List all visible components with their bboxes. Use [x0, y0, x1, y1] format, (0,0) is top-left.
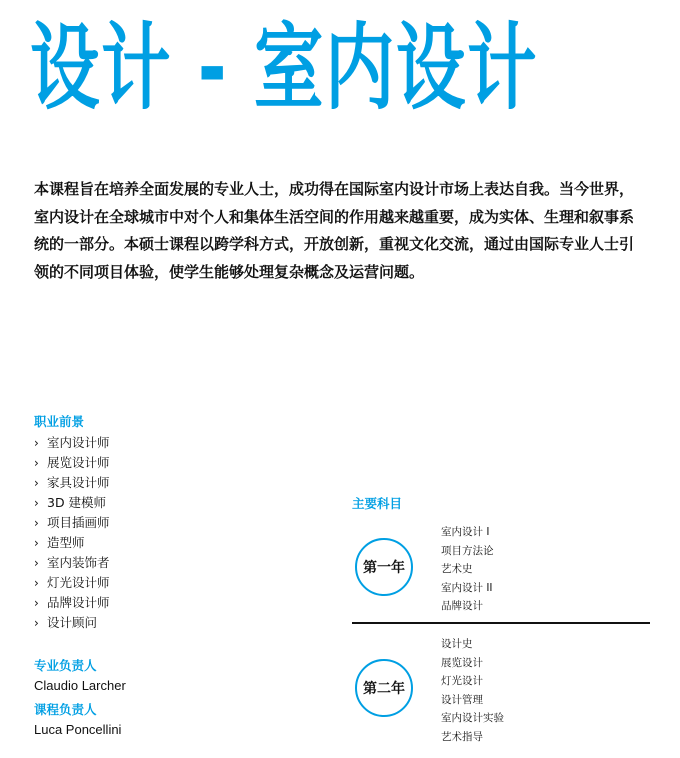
chevron-right-icon: ›	[34, 436, 39, 450]
list-item: › 设计顾问	[34, 613, 110, 633]
list-item: 展览设计	[441, 656, 483, 669]
program-staff	[34, 656, 126, 744]
chevron-right-icon: ›	[34, 536, 39, 550]
list-item: 灯光设计	[441, 675, 483, 687]
intro-paragraph: 本课程旨在培养全面发展的专业人士，成功得在国际室内设计市场上表达自我。当今世界，室内设计在全球城市中对个人和集体生活空间的作用越来越重要，成为实体、生理和叙事系统的一部分。本硕士课程以跨学科方式，开放创新，重视文化交流，通过由国际专业人士引领的不同项目体验，使学生能够处理复杂概念及运营问题。	[34, 180, 635, 281]
page-title: 设计 - 室内设计	[30, 14, 538, 123]
list-item: 艺术史	[441, 563, 473, 575]
coordinator-heading: 课程负责人	[34, 702, 97, 717]
list-item: 设计管理	[441, 693, 483, 706]
list-item: › 造型师	[34, 533, 110, 553]
coordinator-name: Luca Poncellini	[34, 722, 122, 737]
career-list	[34, 433, 110, 633]
list-item: › 3D 建模师	[34, 493, 110, 513]
list-item: 艺术指导	[441, 730, 483, 743]
main-subjects-heading: 主要科目	[352, 496, 403, 511]
chevron-right-icon: ›	[34, 456, 39, 470]
list-item: › 品牌设计师	[34, 593, 110, 613]
list-item: 设计史	[441, 638, 473, 650]
list-item: 室内设计实验	[441, 712, 504, 724]
chevron-right-icon: ›	[34, 556, 39, 570]
year-two-badge: 第二年	[355, 659, 413, 717]
list-item: 项目方法论	[441, 544, 494, 557]
chevron-right-icon: ›	[34, 596, 39, 610]
year-one-badge: 第一年	[355, 538, 413, 596]
year-divider	[352, 622, 650, 624]
list-item: › 灯光设计师	[34, 573, 110, 593]
career-prospects-heading: 职业前景	[34, 414, 85, 429]
chevron-right-icon: ›	[34, 496, 39, 510]
list-item: 室内设计 I	[441, 526, 490, 538]
chevron-right-icon: ›	[34, 616, 39, 630]
list-item: 室内设计 II	[441, 581, 493, 594]
list-item: › 项目插画师	[34, 513, 110, 533]
chevron-right-icon: ›	[34, 476, 39, 490]
list-item: › 室内装饰者	[34, 553, 110, 573]
year-two-courses	[441, 635, 504, 746]
career-prospects	[34, 412, 110, 633]
chevron-right-icon: ›	[34, 576, 39, 590]
list-item: › 室内设计师	[34, 433, 110, 453]
list-item: 品牌设计	[441, 600, 483, 612]
chevron-right-icon: ›	[34, 516, 39, 530]
list-item: › 家具设计师	[34, 473, 110, 493]
list-item: › 展览设计师	[34, 453, 110, 473]
director-name: Claudio Larcher	[34, 678, 126, 693]
year-one-courses	[441, 523, 494, 616]
director-heading: 专业负责人	[34, 658, 97, 673]
